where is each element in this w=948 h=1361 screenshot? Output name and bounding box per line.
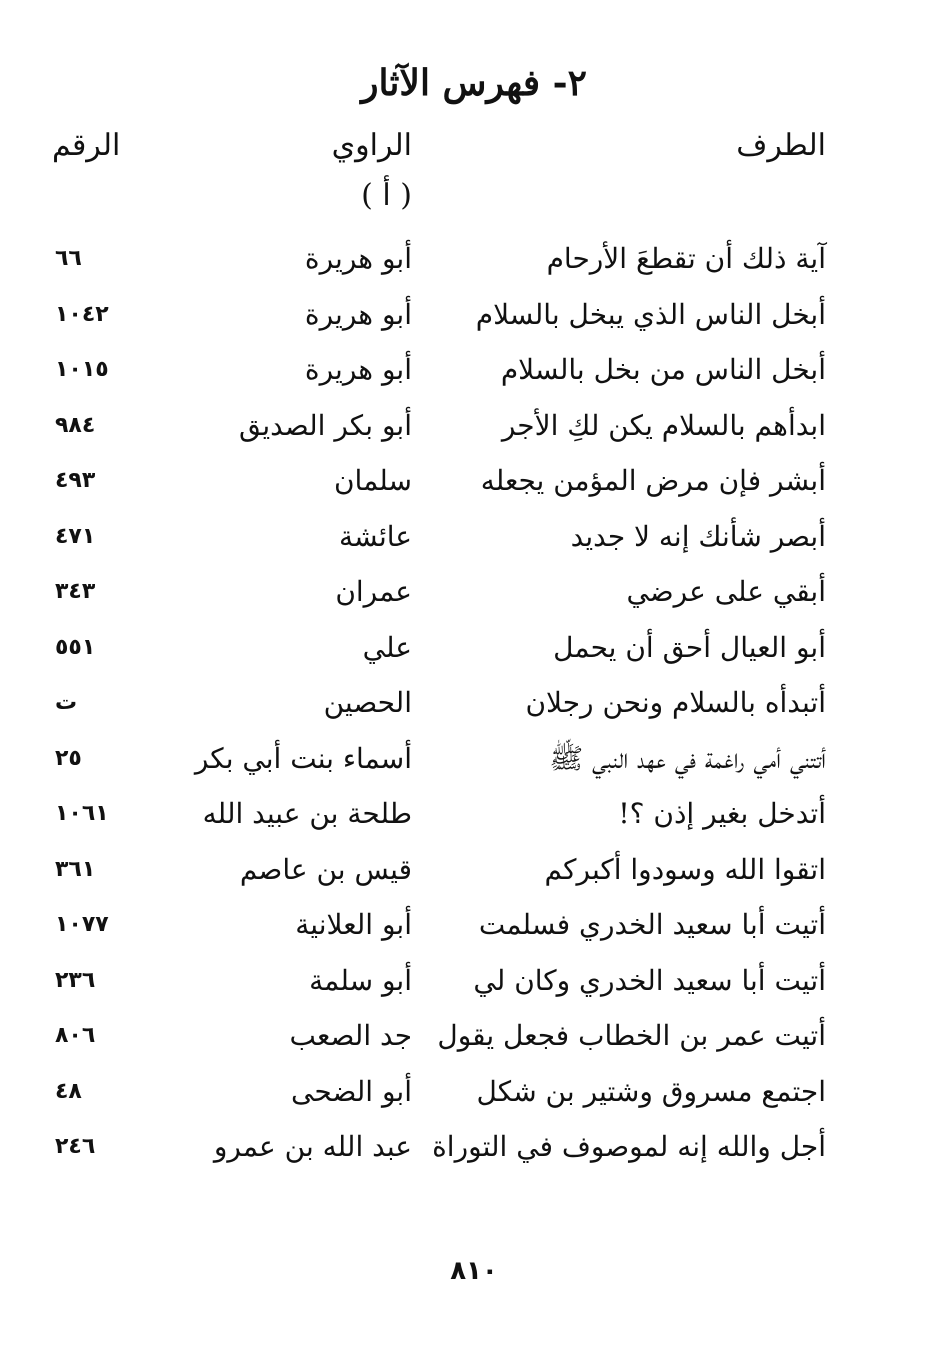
section-letter: ( أ ) — [361, 178, 412, 213]
table-row — [0, 845, 948, 901]
tarf-cell: ابدأهم بالسلام يكن لكِ الأجر — [501, 408, 826, 442]
header-raqm: الرقم — [52, 128, 121, 163]
rawi-cell: علي — [362, 630, 412, 664]
rawi-cell: أبو هريرة — [304, 297, 412, 331]
table-row — [0, 401, 948, 457]
tarf-cell: أبشر فإن مرض المؤمن يجعله — [480, 464, 826, 497]
number-cell: ٥٥١ — [55, 634, 96, 660]
table-row — [0, 678, 948, 734]
number-cell: ١٠١٥ — [55, 357, 109, 382]
tarf-cell: أجل والله إنه لموصوف في التوراة — [432, 1130, 826, 1163]
table-row — [0, 290, 948, 346]
rawi-cell: جد الصعب — [289, 1019, 412, 1052]
table-row — [0, 345, 948, 401]
tarf-cell: أبقي على عرضي — [626, 575, 826, 608]
number-cell: ٤٨ — [55, 1078, 82, 1104]
number-cell: ٢٥ — [55, 745, 82, 771]
rawi-cell: أسماء بنت أبي بكر — [194, 741, 412, 775]
rawi-cell: أبو هريرة — [304, 353, 412, 386]
rawi-cell: عمران — [335, 575, 412, 608]
rawi-cell: أبو بكر الصديق — [239, 408, 412, 442]
rawi-cell: الحصين — [323, 686, 412, 719]
rawi-cell: أبو هريرة — [304, 242, 412, 275]
tarf-cell: اتقوا الله وسودوا أكبركم — [544, 852, 826, 886]
rawi-cell: عبد الله بن عمرو — [213, 1130, 412, 1163]
tarf-cell: أبخل الناس من بخل بالسلام — [500, 353, 826, 386]
number-cell: ٢٣٦ — [55, 967, 96, 993]
index-table — [0, 234, 948, 1178]
number-cell: ٢٤٦ — [55, 1134, 96, 1159]
page-number: ٨١٠ — [450, 1256, 498, 1286]
number-cell: ٤٩٣ — [55, 468, 96, 493]
tarf-cell: أتيت أبا سعيد الخدري وكان لي — [473, 963, 826, 997]
table-row — [0, 623, 948, 679]
number-cell: ١٠٦١ — [55, 801, 109, 826]
table-row — [0, 956, 948, 1012]
tarf-cell: أتدخل بغير إذن ؟! — [618, 797, 826, 830]
rawi-cell: طلحة بن عبيد الله — [202, 797, 412, 830]
number-cell: ١٠٧٧ — [55, 912, 109, 937]
page-title: ٢- فهرس الآثار — [361, 62, 587, 104]
table-row — [0, 1122, 948, 1178]
tarf-cell: أبو العيال أحق أن يحمل — [553, 630, 826, 664]
tarf-cell: اجتمع مسروق وشتير بن شكل — [476, 1074, 826, 1108]
rawi-cell: سلمان — [333, 464, 412, 497]
table-row — [0, 734, 948, 790]
table-row — [0, 789, 948, 845]
tarf-cell: أتيت عمر بن الخطاب فجعل يقول — [437, 1019, 826, 1052]
number-cell: ٦٦ — [55, 246, 82, 271]
tarf-cell: أتتني أمي راغمة في عهد النبي ﷺ — [549, 741, 826, 775]
tarf-cell: أتبدأه بالسلام ونحن رجلان — [525, 686, 826, 719]
number-cell: ت — [55, 690, 78, 715]
rawi-cell: أبو سلمة — [309, 963, 412, 997]
number-cell: ١٠٤٢ — [55, 301, 109, 327]
tarf-cell: أبخل الناس الذي يبخل بالسلام — [475, 297, 826, 331]
table-row — [0, 567, 948, 623]
rawi-cell: قيس بن عاصم — [239, 852, 412, 886]
table-row — [0, 456, 948, 512]
number-cell: ٣٦١ — [55, 856, 96, 882]
rawi-cell: أبو الضحى — [291, 1074, 412, 1108]
table-row — [0, 1011, 948, 1067]
table-row — [0, 900, 948, 956]
table-row — [0, 1067, 948, 1123]
tarf-cell: آية ذلك أن تقطعَ الأرحام — [546, 242, 826, 275]
number-cell: ٣٤٣ — [55, 579, 96, 604]
table-row — [0, 512, 948, 568]
table-row — [0, 234, 948, 290]
rawi-cell: عائشة — [338, 519, 412, 553]
tarf-cell: أتيت أبا سعيد الخدري فسلمت — [478, 908, 826, 941]
header-tarf: الطرف — [736, 128, 826, 163]
rawi-cell: أبو العلانية — [295, 908, 412, 941]
number-cell: ٩٨٤ — [55, 412, 96, 438]
tarf-cell: أبصر شأنك إنه لا جديد — [570, 519, 826, 553]
header-rawi: الراوي — [331, 128, 412, 163]
number-cell: ٨٠٦ — [55, 1023, 96, 1048]
number-cell: ٤٧١ — [55, 523, 96, 549]
